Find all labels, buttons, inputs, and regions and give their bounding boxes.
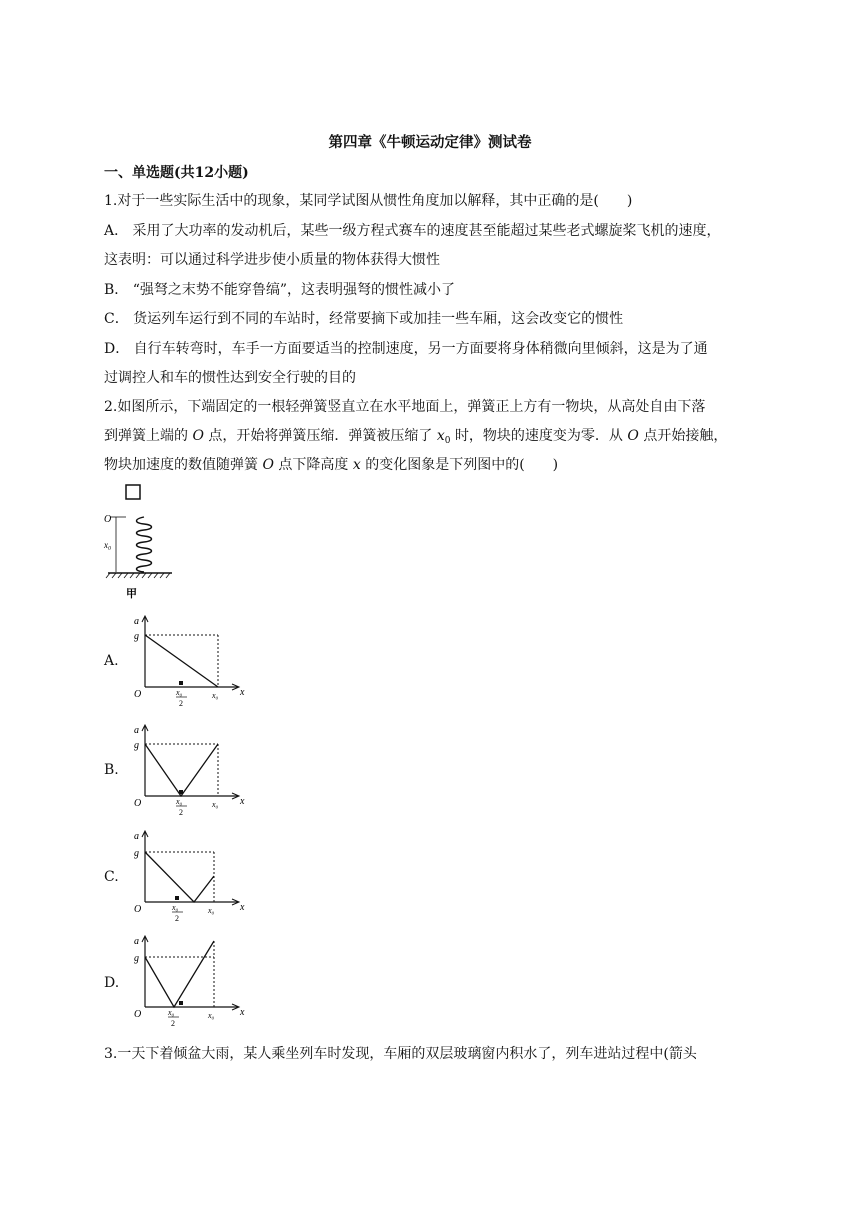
q1-option-d-line1: D． 自行车转弯时，车手一方面要适当的控制速度，另一方面要将身体稍微向里倾斜，这是为了通 [104, 341, 708, 357]
q1-option-b: B． “强弩之末势不能穿鲁缟”，这表明强弩的惯性减小了 [104, 282, 456, 298]
q2-symbol-o: O [627, 428, 639, 444]
q1-option-d-line2: 过调控人和车的惯性达到安全行驶的目的 [104, 370, 356, 386]
a-x-line [145, 852, 214, 902]
x0-label: x₀ [212, 800, 219, 809]
q2-text: 点下降高度 [278, 457, 349, 473]
graph-a [128, 615, 258, 710]
spring-figure [100, 482, 180, 602]
option-d-label: D. [104, 975, 120, 991]
section-heading: 一、单选题(共12小题) [104, 165, 249, 181]
half-num: x₀ [176, 688, 183, 697]
spring-coil [137, 517, 152, 572]
q2-text: 时，物块的速度变为零．从 [454, 428, 623, 444]
q2-symbol-o: O [192, 428, 204, 444]
half-den: 2 [179, 808, 183, 817]
axis-a-label: a [134, 831, 139, 842]
axis-o-label: O [134, 689, 142, 700]
q2-symbol-x: x [352, 457, 361, 473]
axis-g-label: g [134, 631, 139, 642]
q2-text: 的变化图象是下列图中的( ) [365, 457, 559, 473]
q2-symbol-x: x [436, 428, 445, 444]
q3-line1: 3.一天下着倾盆大雨，某人乘坐列车时发现，车厢的双层玻璃窗内积水了，列车进站过程中(箭头 [104, 1046, 697, 1062]
axis-g-label: g [134, 848, 139, 859]
q1-option-a-line1: A． 采用了大功率的发动机后，某些一级方程式赛车的速度甚至能超过某些老式螺旋桨飞机的速度， [104, 223, 721, 239]
q2-subscript: 0 [444, 436, 451, 446]
q1-option-a-line2: 这表明：可以通过科学进步使小质量的物体获得大惯性 [104, 252, 440, 268]
mid-marker [179, 681, 183, 685]
half-num: x₀ [176, 797, 183, 806]
axis-x-label: x [240, 902, 245, 913]
half-den: 2 [175, 914, 179, 923]
half-num: x₀ [168, 1008, 175, 1017]
mid-marker [175, 896, 179, 900]
axis-x-label: x [240, 796, 245, 807]
q2-line3 [104, 454, 558, 474]
x0-label: x₀ [212, 691, 219, 700]
x0-label: x₀ [208, 906, 215, 915]
axis-g-label: g [134, 953, 139, 964]
axis-o-label: O [134, 798, 142, 809]
axis-a-label: a [134, 936, 139, 947]
a-x-line [145, 744, 218, 796]
axis-o-label: O [134, 1009, 142, 1020]
fig-x0-label: x₀ [104, 540, 112, 550]
half-den: 2 [179, 699, 183, 708]
q2-line2 [104, 425, 727, 446]
half-num: x₀ [172, 903, 179, 912]
axis-a-label: a [134, 725, 139, 736]
q2-text: 到弹簧上端的 [104, 428, 188, 444]
axis-o-label: O [134, 904, 142, 915]
axis-g-label: g [134, 740, 139, 751]
q2-symbol-o: O [262, 457, 274, 473]
mid-marker [179, 790, 183, 794]
x0-label: x₀ [208, 1011, 215, 1020]
falling-block [126, 485, 140, 499]
a-x-line [145, 941, 214, 1007]
graph-c [128, 830, 258, 925]
option-c-label: C. [104, 869, 119, 885]
half-den: 2 [171, 1019, 175, 1028]
q2-text: 点开始接触， [643, 428, 728, 444]
fig-label: 甲 [126, 588, 137, 600]
mid-marker [179, 1001, 183, 1005]
option-a-label: A. [104, 653, 119, 669]
q1-stem: 1.对于一些实际生活中的现象，某同学试图从惯性角度加以解释，其中正确的是( ) [104, 193, 633, 209]
q2-text: 点，开始将弹簧压缩．弹簧被压缩了 [208, 428, 433, 444]
page-title: 第四章《牛顿运动定律》测试卷 [328, 134, 532, 151]
a-x-line [145, 635, 218, 687]
option-b-label: B. [104, 762, 119, 778]
q2-line1: 2.如图所示，下端固定的一根轻弹簧竖直立在水平地面上，弹簧正上方有一物块，从高处自由下落 [104, 399, 706, 415]
axis-a-label: a [134, 616, 139, 627]
fig-o-label: O [104, 514, 112, 525]
graph-d [128, 935, 258, 1030]
axis-x-label: x [240, 1007, 245, 1018]
q2-text: 物块加速度的数值随弹簧 [104, 457, 258, 473]
axis-x-label: x [240, 687, 245, 698]
q1-option-c: C． 货运列车运行到不同的车站时，经常要摘下或加挂一些车厢，这会改变它的惯性 [104, 311, 624, 327]
graph-b [128, 724, 258, 819]
